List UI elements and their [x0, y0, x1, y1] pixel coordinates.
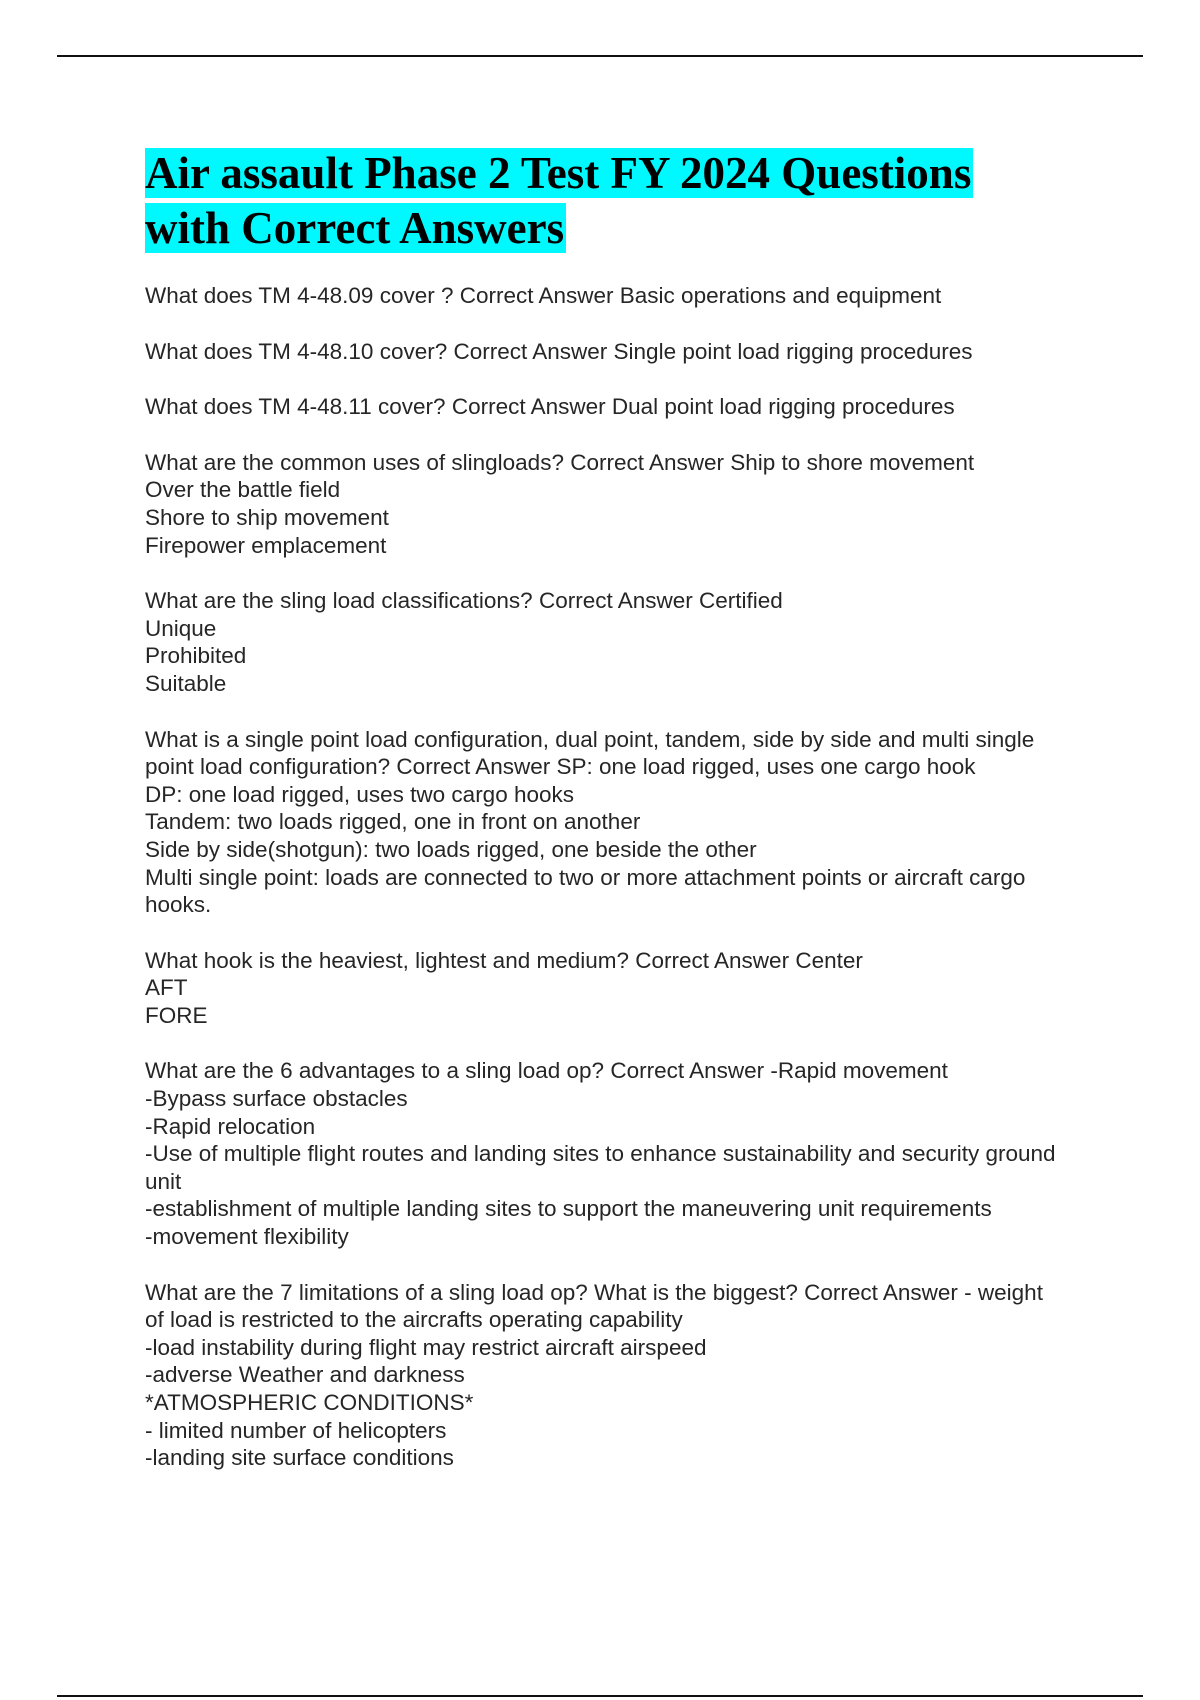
qa-answer-line: -landing site surface conditions — [145, 1445, 454, 1471]
qa-answer-line: DP: one load rigged, uses two cargo hooks — [145, 781, 575, 807]
qa-answer-line: Tandem: two loads rigged, one in front on another — [145, 809, 641, 835]
qa-item — [145, 393, 1065, 421]
qa-answer-line: Side by side(shotgun): two loads rigged, one beside the other — [145, 836, 757, 862]
qa-answer-line: -Bypass surface obstacles — [145, 1086, 408, 1112]
qa-question-line: What is a single point load configuration, dual point, tandem, side by side and multi single point load configuration? Correct Answer SP: one load rigged, uses one cargo hook — [145, 726, 1035, 780]
qa-answer-line: *ATMOSPHERIC CONDITIONS* — [145, 1390, 474, 1415]
qa-item — [145, 587, 1065, 697]
qa-answer-line: Unique — [145, 615, 217, 641]
qa-question-line: What are the 6 advantages to a sling load op? Correct Answer -Rapid movement — [145, 1058, 948, 1084]
qa-answer-line: -Rapid relocation — [145, 1113, 316, 1139]
qa-answer-line: Firepower emplacement — [145, 532, 387, 558]
qa-question-line: What does TM 4-48.10 cover? Correct Answer Single point load rigging procedures — [145, 338, 973, 364]
document-content — [145, 146, 1065, 1500]
qa-item — [145, 947, 1065, 1030]
qa-question-line: What does TM 4-48.09 cover ? Correct Answer Basic operations and equipment — [145, 283, 942, 308]
qa-answer-line: - limited number of helicopters — [145, 1417, 447, 1443]
qa-item — [145, 1057, 1065, 1250]
qa-answer-line: Prohibited — [145, 643, 247, 669]
qa-question-line: What hook is the heaviest, lightest and medium? Correct Answer Center — [145, 947, 863, 973]
top-divider — [57, 55, 1143, 57]
qa-answer-line: -establishment of multiple landing sites to support the maneuvering unit requirements — [145, 1196, 992, 1222]
qa-question-line: What are the 7 limitations of a sling load op? What is the biggest? Correct Answer - weight of load is restricted to the aircrafts operating capability — [145, 1279, 1043, 1333]
qa-answer-line: AFT — [145, 975, 188, 1001]
qa-answer-line: -load instability during flight may restrict aircraft airspeed — [145, 1334, 707, 1360]
qa-answer-line: -Use of multiple flight routes and landing sites to enhance sustainability and security ground unit — [145, 1141, 1056, 1194]
document-title — [145, 146, 1065, 256]
qa-item — [145, 338, 1065, 366]
qa-question-line: What are the sling load classifications? Correct Answer Certified — [145, 588, 783, 614]
qa-answer-line: Over the battle field — [145, 477, 341, 503]
document-title-text: Air assault Phase 2 Test FY 2024 Questions with Correct Answers — [145, 148, 972, 253]
qa-list — [145, 282, 1065, 1472]
qa-item — [145, 726, 1065, 919]
bottom-divider — [57, 1695, 1143, 1697]
qa-answer-line: -movement flexibility — [145, 1224, 349, 1250]
qa-question-line: What are the common uses of slingloads? Correct Answer Ship to shore movement — [145, 449, 975, 475]
qa-answer-line: Suitable — [145, 670, 227, 696]
qa-answer-line: Multi single point: loads are connected to two or more attachment points or aircraft cargo hooks. — [145, 864, 1026, 918]
qa-item — [145, 282, 1065, 310]
qa-item — [145, 1279, 1065, 1472]
qa-question-line: What does TM 4-48.11 cover? Correct Answer Dual point load rigging procedures — [145, 394, 955, 420]
qa-answer-line: Shore to ship movement — [145, 504, 389, 530]
qa-item — [145, 449, 1065, 559]
qa-answer-line: -adverse Weather and darkness — [145, 1362, 465, 1388]
qa-answer-line: FORE — [145, 1002, 208, 1028]
